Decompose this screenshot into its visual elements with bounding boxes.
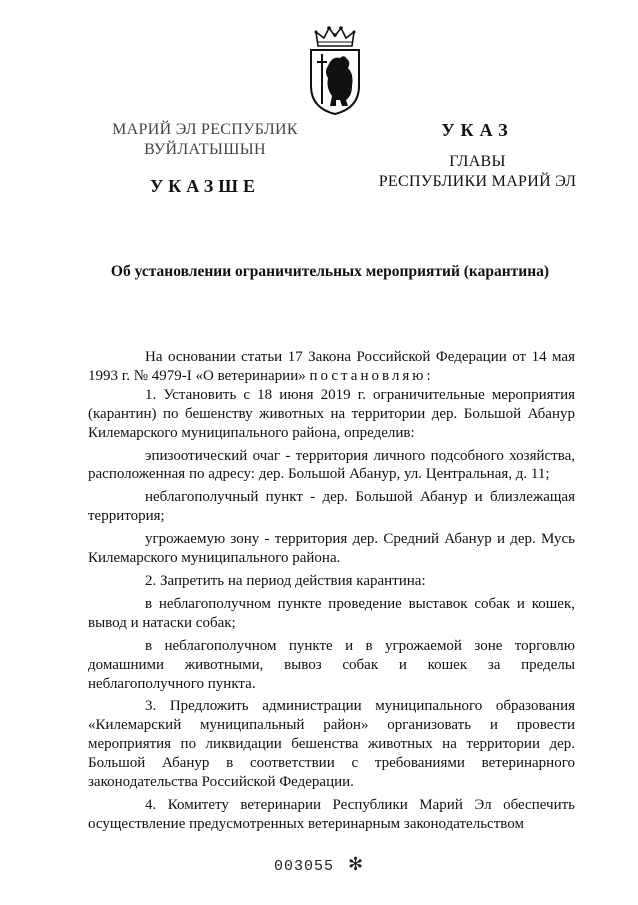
paragraph-threat-zone: угрожаемую зону - территория дер. Средний Абанур и дер. Мусь Килемарского муниципального района. — [88, 531, 575, 567]
header-right-line1: ГЛАВЫ — [449, 153, 506, 170]
header-left-title: УКАЗШЕ — [149, 176, 261, 196]
asterisk-mark: ✻ — [348, 854, 364, 875]
header-right-title: УКАЗ — [441, 120, 514, 140]
paragraph-ban-shows: в неблагополучном пункте проведение выставок собак и кошек, вывод и натаски собак; — [88, 595, 575, 631]
paragraph-item-4: 4. Комитету ветеринарии Республики Марий Эл обеспечить осуществление предусмотренных ветеринарным законодательством — [88, 796, 575, 832]
paragraph-unsafe-point: неблагополучный пункт - дер. Большой Абанур и близлежащая территория; — [88, 489, 575, 525]
paragraph-preamble — [88, 348, 575, 386]
header-left-line1: МАРИЙ ЭЛ РЕСПУБЛИК — [112, 121, 298, 138]
paragraph-focus: эпизоотический очаг - территория личного подсобного хозяйства, расположенная по адресу: дер. Большой Абанур, ул. Центральная, д. 11; — [88, 447, 575, 483]
paragraph-item-3: 3. Предложить администрации муниципального образования «Килемарский муниципальный район» организовать и провести мероприятия по ликвидации бешенства животных на территории дер. Большой Абанур в соответствии с требованиями ветеринарного законодательства Российской Федерации. — [88, 698, 575, 791]
decree-word: постановляю: — [309, 367, 434, 384]
header-left — [90, 120, 320, 196]
preamble-text: На основании статьи 17 Закона Российской Федерации от 14 мая 1993 г. № 4979-I «О ветеринарии» — [88, 349, 575, 384]
document-title: Об установлении ограничительных мероприятий (карантина) — [110, 263, 550, 280]
paragraph-ban-trade: в неблагополучном пункте и в угрожаемой зоне торговлю домашними животными, вывоз собак и кошек за пределы неблагополучного пункта. — [88, 637, 575, 692]
header-right-line2: РЕСПУБЛИКИ МАРИЙ ЭЛ — [378, 173, 577, 190]
document-serial-number: 003055 — [274, 858, 335, 875]
document-body — [88, 348, 575, 834]
paragraph-item-1: 1. Установить с 18 июня 2019 г. ограничительные мероприятия (карантин) по бешенству животных на территории дер. Большой Абанур Килемарского муниципального района, определив: — [88, 386, 575, 441]
paragraph-item-2: 2. Запретить на период действия карантина: — [145, 572, 426, 589]
header-right — [355, 120, 600, 192]
header-left-line2: ВУЙЛАТЫШЫН — [144, 141, 266, 158]
coat-of-arms-icon — [306, 24, 364, 116]
